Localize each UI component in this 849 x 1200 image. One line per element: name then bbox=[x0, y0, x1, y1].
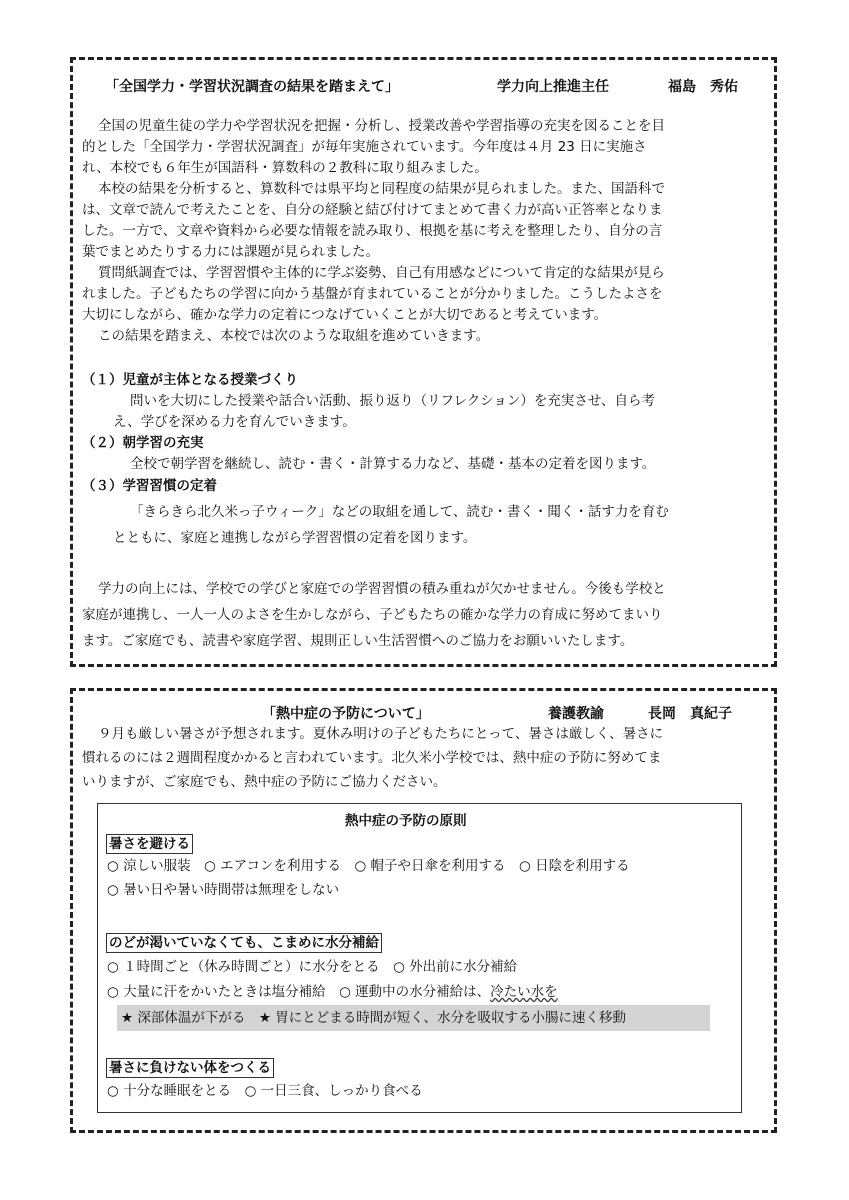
s2-intro-line3: いりますが、ご家庭でも、熱中症の予防にご協力ください。 bbox=[82, 774, 447, 790]
section2-author: 長岡 真紀子 bbox=[648, 706, 732, 722]
s1-p3-line2: れました。子どもたちの学習に向かう基盤が育まれていることが分かりました。こうしたよさを bbox=[82, 286, 663, 302]
s1-closing-line1: 学力の向上には、学校での学びと家庭での学習習慣の積み重ねが欠かせません。今後も学校と bbox=[98, 581, 666, 597]
item3-line2: とともに、家庭と連携しながら学習習慣の定着を図ります。 bbox=[113, 530, 477, 546]
item1-line1: 問いを大切にした授業や話合い活動、振り返り（リフレクション）を充実させ、自ら考 bbox=[130, 393, 656, 409]
s1-p3-line3: 大切にしながら、確かな学力の定着につなげていくことが大切であると考えています。 bbox=[82, 307, 608, 323]
item2-heading: （２）朝学習の充実 bbox=[82, 435, 204, 451]
item1-line2: え、学びを深める力を育んでいきます。 bbox=[113, 414, 356, 430]
item1-heading: （１）児童が主体となる授業づくり bbox=[82, 372, 298, 388]
s1-p4: この結果を踏まえ、本校では次のような取組を進めていきます。 bbox=[98, 328, 490, 344]
group2-tag: のどが渇いていなくても、こまめに水分補給 bbox=[106, 933, 382, 953]
s1-p2-line2: は、文章で読んで考えたことを、自分の経験と結び付けてまとめて書く力が高い正答率となりま bbox=[82, 202, 663, 218]
s1-closing-line3: ます。ご家庭でも、読書や家庭学習、規則正しい生活習慣へのご協力をお願いいたします。 bbox=[82, 633, 634, 649]
item2-line1: 全校で朝学習を継続し、読む・書く・計算する力など、基礎・基本の定着を図ります。 bbox=[130, 456, 656, 472]
s2-intro-line1: ９月も厳しい暑さが予想されます。夏休み明けの子どもたちにとって、暑さは厳しく、暑さに bbox=[98, 726, 664, 742]
section2-role: 養護教諭 bbox=[548, 706, 604, 722]
section1-role: 学力向上推進主任 bbox=[497, 79, 609, 95]
s2-intro-line2: 慣れるのには２週間程度かかると言われています。北久米小学校では、熱中症の予防に努めてま bbox=[82, 750, 662, 766]
group1-line1: ○ 涼しい服装 ○ エアコンを利用する ○ 帽子や日傘を利用する ○ 日陰を利用する bbox=[107, 858, 630, 874]
s1-p2-line1: 本校の結果を分析すると、算数科では県平均と同程度の結果が見られました。また、国語科で bbox=[98, 181, 665, 197]
group2-line2 bbox=[107, 983, 558, 1001]
s1-p2-line4: 葉でまとめたりする力には課題が見られました。 bbox=[82, 244, 379, 260]
s1-p1-line2: 的とした「全国学力・学習状況調査」が毎年実施されています。今年度は４月 23 日に実施さ bbox=[82, 139, 647, 155]
s1-p1-line1: 全国の児童生徒の学力や学習状況を把握・分析し、授業改善や学習指導の充実を図ることを目 bbox=[98, 118, 665, 134]
group3-line1: ○ 十分な睡眠をとる ○ 一日三食、しっかり食べる bbox=[107, 1083, 423, 1099]
s1-p1-line3: れ、本校でも６年生が国語科・算数科の２教科に取り組みました。 bbox=[82, 160, 488, 176]
s1-p3-line1: 質問紙調査では、学習習慣や主体的に学ぶ姿勢、自己有用感などについて肯定的な結果が見ら bbox=[98, 265, 665, 281]
principles-title: 熱中症の予防の原則 bbox=[345, 813, 467, 829]
section1-author: 福島 秀佑 bbox=[668, 79, 738, 95]
item3-line1: 「きらきら北久米っ子ウィーク」などの取組を通して、読む・書く・聞く・話す力を育む bbox=[130, 504, 669, 520]
group2-highlight: ★ 深部体温が下がる ★ 胃にとどまる時間が短く、水分を吸収する小腸に速く移動 bbox=[121, 1010, 627, 1026]
group2-line1: ○ １時間ごと（休み時間ごと）に水分をとる ○ 外出前に水分補給 bbox=[107, 959, 518, 975]
group2-line2-text: ○ 大量に汗をかいたときは塩分補給 ○ 運動中の水分補給は、 bbox=[107, 984, 491, 1000]
item3-heading: （３）学習習慣の定着 bbox=[82, 478, 217, 494]
section2-title: 「熱中症の予防について」 bbox=[262, 706, 430, 722]
section1-title: 「全国学力・学習状況調査の結果を踏まえて」 bbox=[105, 79, 399, 95]
s1-closing-line2: 家庭が連携し、一人一人のよさを生かしながら、子どもたちの確かな学力の育成に努めてまいり bbox=[82, 607, 663, 623]
group1-tag: 暑さを避ける bbox=[106, 834, 193, 854]
cold-water-emphasis: 冷たい水を bbox=[490, 984, 558, 1000]
s1-p2-line3: した。一方で、文章や資料から必要な情報を読み取り、根拠を基に考えを整理したり、自分の言 bbox=[82, 223, 663, 239]
group3-tag: 暑さに負けない体をつくる bbox=[106, 1058, 274, 1078]
group1-line2: ○ 暑い日や暑い時間帯は無理をしない bbox=[107, 882, 340, 898]
